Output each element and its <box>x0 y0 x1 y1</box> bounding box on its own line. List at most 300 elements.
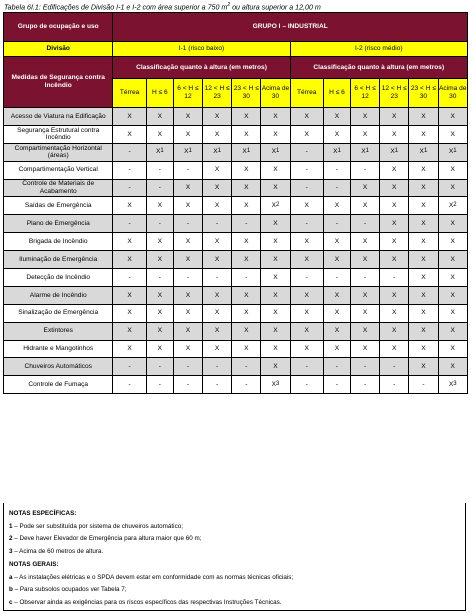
requirement-mark: X <box>185 309 191 317</box>
specific-notes-title: NOTAS ESPECÍFICAS: <box>9 510 77 517</box>
measure-label: Alarme de Incêndio <box>4 286 113 304</box>
footnote-ref: 3 <box>453 381 457 387</box>
notes-panel <box>3 503 466 611</box>
requirement-mark: X <box>361 148 366 156</box>
requirement-cell <box>146 125 173 143</box>
requirement-cell <box>323 251 350 269</box>
height-col-i1-3: 12 < H ≤ 23 <box>203 79 232 108</box>
requirement-cell <box>290 197 323 215</box>
height-col-i2-3: 12 < H ≤ 23 <box>380 79 409 108</box>
footnote-ref: 1 <box>423 148 428 155</box>
requirement-cell <box>438 161 467 179</box>
requirement-cell <box>438 304 467 322</box>
requirement-mark: - <box>335 184 339 192</box>
requirement-mark: - <box>128 184 131 192</box>
requirement-mark: - <box>186 273 190 281</box>
requirement-mark: X <box>450 237 455 245</box>
footnote-ref: 2 <box>276 202 280 209</box>
requirement-mark: X <box>362 130 368 138</box>
requirement-mark: X <box>392 345 397 353</box>
requirement-mark: X <box>334 202 340 210</box>
requirement-cell <box>290 215 323 233</box>
requirement-cell <box>146 322 173 340</box>
requirement-mark: X <box>244 309 249 317</box>
height-col-i1-0: Térrea <box>113 79 146 108</box>
requirement-mark: X <box>244 184 249 192</box>
requirement-mark: X <box>448 148 454 156</box>
requirement-mark: X <box>450 184 455 192</box>
requirement-mark: - <box>305 219 308 227</box>
requirement-cell <box>203 161 232 179</box>
measure-label: Extintores <box>4 322 113 340</box>
requirement-cell <box>261 269 290 287</box>
requirement-cell <box>380 161 409 179</box>
requirement-mark: X <box>273 219 278 227</box>
requirement-cell <box>323 269 350 287</box>
requirement-mark: X <box>334 130 340 138</box>
requirement-cell <box>261 197 290 215</box>
height-col-i2-0: Térrea <box>290 79 323 108</box>
requirement-mark: X <box>244 130 249 138</box>
requirement-cell <box>113 197 146 215</box>
requirement-mark: - <box>245 219 248 227</box>
note-item <box>9 535 460 543</box>
requirement-cell <box>173 251 202 269</box>
requirement-cell <box>173 322 202 340</box>
requirement-cell <box>232 215 261 233</box>
requirement-mark: X <box>185 202 191 210</box>
requirement-mark: X <box>334 345 340 353</box>
requirement-cell <box>351 322 380 340</box>
requirement-cell <box>146 269 173 287</box>
requirement-cell <box>261 251 290 269</box>
requirement-cell <box>351 197 380 215</box>
requirement-mark: X <box>304 130 309 138</box>
requirement-cell <box>323 358 350 376</box>
requirement-cell <box>146 179 173 197</box>
measure-label: Brigada de Incêndio <box>4 233 113 251</box>
table-row <box>4 197 468 215</box>
note-item <box>9 523 460 531</box>
table-row <box>4 108 468 126</box>
requirement-cell <box>203 322 232 340</box>
requirement-cell <box>438 215 467 233</box>
requirement-cell <box>113 108 146 126</box>
table-row <box>4 215 468 233</box>
footnote-ref: 1 <box>276 148 280 155</box>
requirement-mark: X <box>157 327 163 335</box>
requirement-mark: - <box>335 273 339 281</box>
requirement-cell <box>351 286 380 304</box>
requirement-mark: X <box>304 291 309 299</box>
requirement-cell <box>113 161 146 179</box>
footnote-ref: 1 <box>188 148 192 155</box>
requirement-cell <box>409 322 438 340</box>
requirement-cell <box>290 251 323 269</box>
requirement-cell <box>323 108 350 126</box>
requirement-mark: - <box>128 273 131 281</box>
requirement-cell <box>290 143 323 161</box>
table-row <box>4 233 468 251</box>
requirement-mark: X <box>450 219 455 227</box>
requirement-cell <box>323 161 350 179</box>
requirement-mark: X <box>157 237 163 245</box>
requirement-cell <box>146 340 173 358</box>
requirement-cell <box>146 251 173 269</box>
table-caption <box>4 2 321 11</box>
requirement-mark: X <box>127 202 132 210</box>
requirement-cell <box>380 251 409 269</box>
requirement-mark: X <box>185 291 191 299</box>
requirement-mark: X <box>273 291 278 299</box>
requirement-cell <box>232 233 261 251</box>
measure-label: Controle de Materiais de Acabamento <box>4 179 113 197</box>
requirement-mark: - <box>128 166 131 174</box>
table-row <box>4 340 468 358</box>
requirement-cell <box>290 161 323 179</box>
requirement-cell <box>113 125 146 143</box>
note-key: 1 <box>9 522 13 530</box>
requirement-cell <box>203 376 232 394</box>
requirement-cell <box>438 358 467 376</box>
requirement-mark: X <box>421 345 426 353</box>
requirement-cell <box>261 125 290 143</box>
requirement-mark: - <box>128 381 131 388</box>
requirement-cell <box>438 251 467 269</box>
requirement-mark: - <box>305 184 308 192</box>
requirement-mark: - <box>363 166 367 174</box>
requirement-mark: - <box>305 363 308 371</box>
requirement-mark: X <box>214 166 220 174</box>
requirement-mark: X <box>304 255 309 263</box>
requirement-cell <box>438 376 467 394</box>
requirement-mark: - <box>216 381 219 388</box>
requirement-cell <box>232 286 261 304</box>
requirement-cell <box>173 125 202 143</box>
requirement-mark: X <box>304 237 309 245</box>
requirement-cell <box>261 322 290 340</box>
note-key: 2 <box>9 535 13 542</box>
requirement-cell <box>261 376 290 394</box>
requirement-mark: - <box>305 273 308 281</box>
footnote-ref: 1 <box>160 148 164 155</box>
requirement-cell <box>409 358 438 376</box>
requirement-cell <box>323 286 350 304</box>
requirement-cell <box>438 286 467 304</box>
requirement-mark: - <box>363 363 367 371</box>
requirement-mark: X <box>450 363 455 371</box>
requirement-cell <box>438 143 467 161</box>
requirement-cell <box>323 322 350 340</box>
requirement-mark: X <box>213 148 218 156</box>
requirement-mark: X <box>273 184 278 192</box>
requirement-cell <box>261 143 290 161</box>
requirement-cell <box>290 304 323 322</box>
height-col-i1-2: 6 < H ≤ 12 <box>173 79 202 108</box>
requirement-mark: X <box>271 202 276 210</box>
footnote-ref: 1 <box>394 148 399 155</box>
requirement-mark: X <box>419 148 424 156</box>
measure-label: Chuveiros Automáticos <box>4 358 113 376</box>
requirement-cell <box>380 143 409 161</box>
requirement-cell <box>380 108 409 126</box>
requirement-cell <box>146 358 173 376</box>
requirement-cell <box>409 269 438 287</box>
general-notes-title: NOTAS GERAIS: <box>9 561 59 568</box>
requirement-mark: - <box>305 148 308 156</box>
requirement-cell <box>232 108 261 126</box>
requirement-cell <box>351 358 380 376</box>
requirement-mark: X <box>185 237 191 245</box>
requirement-mark: X <box>362 345 368 353</box>
requirement-mark: X <box>392 327 397 335</box>
requirement-cell <box>173 269 202 287</box>
requirement-cell <box>290 286 323 304</box>
requirement-cell <box>146 197 173 215</box>
requirement-cell <box>290 125 323 143</box>
requirement-cell <box>113 322 146 340</box>
requirement-mark: - <box>363 219 367 227</box>
requirement-cell <box>290 322 323 340</box>
requirement-cell <box>409 233 438 251</box>
requirement-mark: X <box>214 327 220 335</box>
requirement-mark: X <box>421 255 426 263</box>
requirement-mark: X <box>127 327 132 335</box>
requirement-mark: X <box>127 130 132 138</box>
requirement-mark: X <box>304 112 309 120</box>
requirement-cell <box>351 233 380 251</box>
requirement-mark: X <box>450 309 455 317</box>
requirement-mark: X <box>334 237 340 245</box>
requirement-mark: X <box>448 202 454 210</box>
requirement-cell <box>146 215 173 233</box>
requirement-mark: X <box>421 363 426 371</box>
height-col-i1-1: H ≤ 6 <box>146 79 173 108</box>
note-text: – Acima de 60 metros de altura. <box>12 547 104 555</box>
requirement-mark: X <box>157 112 163 120</box>
requirement-mark: X <box>244 112 249 120</box>
requirement-mark: X <box>421 327 426 335</box>
requirement-mark: X <box>244 166 249 174</box>
requirement-mark: X <box>392 184 397 192</box>
requirement-mark: X <box>244 345 249 353</box>
requirement-mark: X <box>421 291 426 299</box>
requirement-cell <box>203 108 232 126</box>
requirement-cell <box>203 269 232 287</box>
requirement-mark: - <box>245 363 248 371</box>
footnote-ref: 1 <box>217 148 221 155</box>
requirement-cell <box>380 179 409 197</box>
requirement-cell <box>232 269 261 287</box>
requirement-mark: - <box>158 363 161 371</box>
requirement-mark: - <box>216 273 219 281</box>
requirement-cell <box>113 304 146 322</box>
height-col-i2-4: 23 < H ≤ 30 <box>409 79 438 108</box>
requirement-cell <box>351 143 380 161</box>
note-text: – Deve haver Elevador de Emergência para altura maior que 60 m; <box>12 535 202 542</box>
requirement-cell <box>380 358 409 376</box>
requirement-mark: X <box>244 237 249 245</box>
requirement-mark: X <box>184 148 189 156</box>
requirement-cell <box>146 108 173 126</box>
requirement-cell <box>380 233 409 251</box>
requirement-cell <box>351 161 380 179</box>
requirement-mark: X <box>157 345 163 353</box>
requirement-cell <box>380 304 409 322</box>
requirement-cell <box>232 251 261 269</box>
requirement-mark: X <box>450 345 455 353</box>
requirement-cell <box>351 304 380 322</box>
requirement-cell <box>173 108 202 126</box>
requirement-mark: - <box>335 363 339 371</box>
table-row <box>4 125 468 143</box>
requirement-cell <box>113 251 146 269</box>
requirement-cell <box>290 340 323 358</box>
table-row <box>4 251 468 269</box>
requirement-cell <box>438 269 467 287</box>
requirement-cell <box>290 358 323 376</box>
requirement-cell <box>380 215 409 233</box>
requirement-mark: X <box>450 327 455 335</box>
requirement-cell <box>380 340 409 358</box>
requirement-mark: X <box>334 309 340 317</box>
requirement-cell <box>232 143 261 161</box>
requirement-cell <box>113 376 146 394</box>
requirement-cell <box>323 143 350 161</box>
requirement-mark: - <box>128 219 131 227</box>
requirement-cell <box>409 108 438 126</box>
requirement-mark: X <box>185 112 191 120</box>
requirement-mark: X <box>390 148 395 156</box>
requirements-table <box>3 12 468 394</box>
height-col-i2-2: 6 < H ≤ 12 <box>351 79 380 108</box>
requirement-cell <box>113 286 146 304</box>
requirement-cell <box>203 197 232 215</box>
requirement-cell <box>290 108 323 126</box>
requirement-cell <box>409 251 438 269</box>
footnote-ref: 2 <box>453 202 457 209</box>
requirement-mark: - <box>245 381 248 388</box>
requirement-mark: X <box>392 255 397 263</box>
requirement-cell <box>203 143 232 161</box>
note-key: a <box>9 573 13 581</box>
requirement-cell <box>261 286 290 304</box>
requirement-cell <box>232 197 261 215</box>
requirement-mark: X <box>185 130 191 138</box>
requirement-cell <box>438 340 467 358</box>
requirement-cell <box>146 304 173 322</box>
measure-label: Segurança Estrutural contra Incêndio <box>4 125 113 143</box>
footnote-ref: 1 <box>246 148 251 155</box>
requirement-cell <box>380 286 409 304</box>
division-label: Divisão <box>4 42 113 57</box>
requirement-mark: X <box>392 237 397 245</box>
requirement-cell <box>323 125 350 143</box>
requirement-mark: X <box>157 202 163 210</box>
requirement-mark: X <box>362 291 368 299</box>
requirement-mark: X <box>273 273 278 281</box>
requirement-cell <box>290 269 323 287</box>
requirement-mark: - <box>158 166 161 174</box>
requirement-cell <box>261 358 290 376</box>
requirement-cell <box>351 215 380 233</box>
requirement-mark: X <box>392 112 397 120</box>
requirement-mark: - <box>305 381 308 388</box>
requirement-mark: X <box>127 345 132 353</box>
requirement-cell <box>173 143 202 161</box>
requirement-cell <box>232 304 261 322</box>
requirement-mark: X <box>273 255 278 263</box>
requirement-cell <box>146 143 173 161</box>
requirement-cell <box>409 215 438 233</box>
requirement-mark: X <box>244 202 249 210</box>
requirement-cell <box>438 322 467 340</box>
requirement-cell <box>232 161 261 179</box>
group-value: GRUPO I – INDUSTRIAL <box>113 13 468 42</box>
requirement-mark: X <box>273 327 278 335</box>
classification-header-i1: Classificação quanto à altura (em metros) <box>113 57 290 79</box>
requirement-mark: - <box>216 219 219 227</box>
measure-label: Controle de Fumaça <box>4 376 113 394</box>
requirement-mark: X <box>214 184 220 192</box>
requirement-cell <box>323 376 350 394</box>
requirement-mark: - <box>363 381 367 388</box>
requirement-mark: X <box>273 345 278 353</box>
requirement-mark: X <box>421 130 426 138</box>
requirement-mark: X <box>214 202 220 210</box>
footnote-ref: 3 <box>276 381 280 387</box>
requirement-mark: X <box>421 273 426 281</box>
table-row <box>4 161 468 179</box>
requirement-mark: X <box>362 309 368 317</box>
requirement-cell <box>232 322 261 340</box>
requirement-cell <box>409 304 438 322</box>
requirement-mark: - <box>216 363 219 371</box>
requirement-mark: X <box>450 255 455 263</box>
requirement-cell <box>261 179 290 197</box>
requirement-cell <box>323 215 350 233</box>
requirement-mark: X <box>127 255 132 263</box>
requirement-mark: X <box>271 381 276 388</box>
requirement-mark: X <box>127 291 132 299</box>
requirement-cell <box>113 358 146 376</box>
requirement-cell <box>203 251 232 269</box>
requirement-mark: X <box>421 112 426 120</box>
requirement-cell <box>203 304 232 322</box>
requirement-cell <box>113 340 146 358</box>
requirement-mark: - <box>158 219 161 227</box>
requirement-mark: X <box>304 345 309 353</box>
requirement-mark: X <box>214 345 220 353</box>
requirement-mark: X <box>448 381 454 388</box>
note-item <box>9 548 460 556</box>
requirement-cell <box>290 233 323 251</box>
requirement-cell <box>146 286 173 304</box>
requirement-cell <box>203 233 232 251</box>
requirement-mark: - <box>245 273 248 281</box>
requirement-cell <box>173 161 202 179</box>
requirement-cell <box>438 233 467 251</box>
requirement-cell <box>351 376 380 394</box>
table-row <box>4 179 468 197</box>
measure-label: Sinalização de Emergência <box>4 304 113 322</box>
requirement-cell <box>173 340 202 358</box>
requirement-mark: X <box>421 219 426 227</box>
requirement-cell <box>438 197 467 215</box>
requirement-mark: X <box>273 363 278 371</box>
requirement-cell <box>290 376 323 394</box>
requirement-mark: X <box>362 184 368 192</box>
